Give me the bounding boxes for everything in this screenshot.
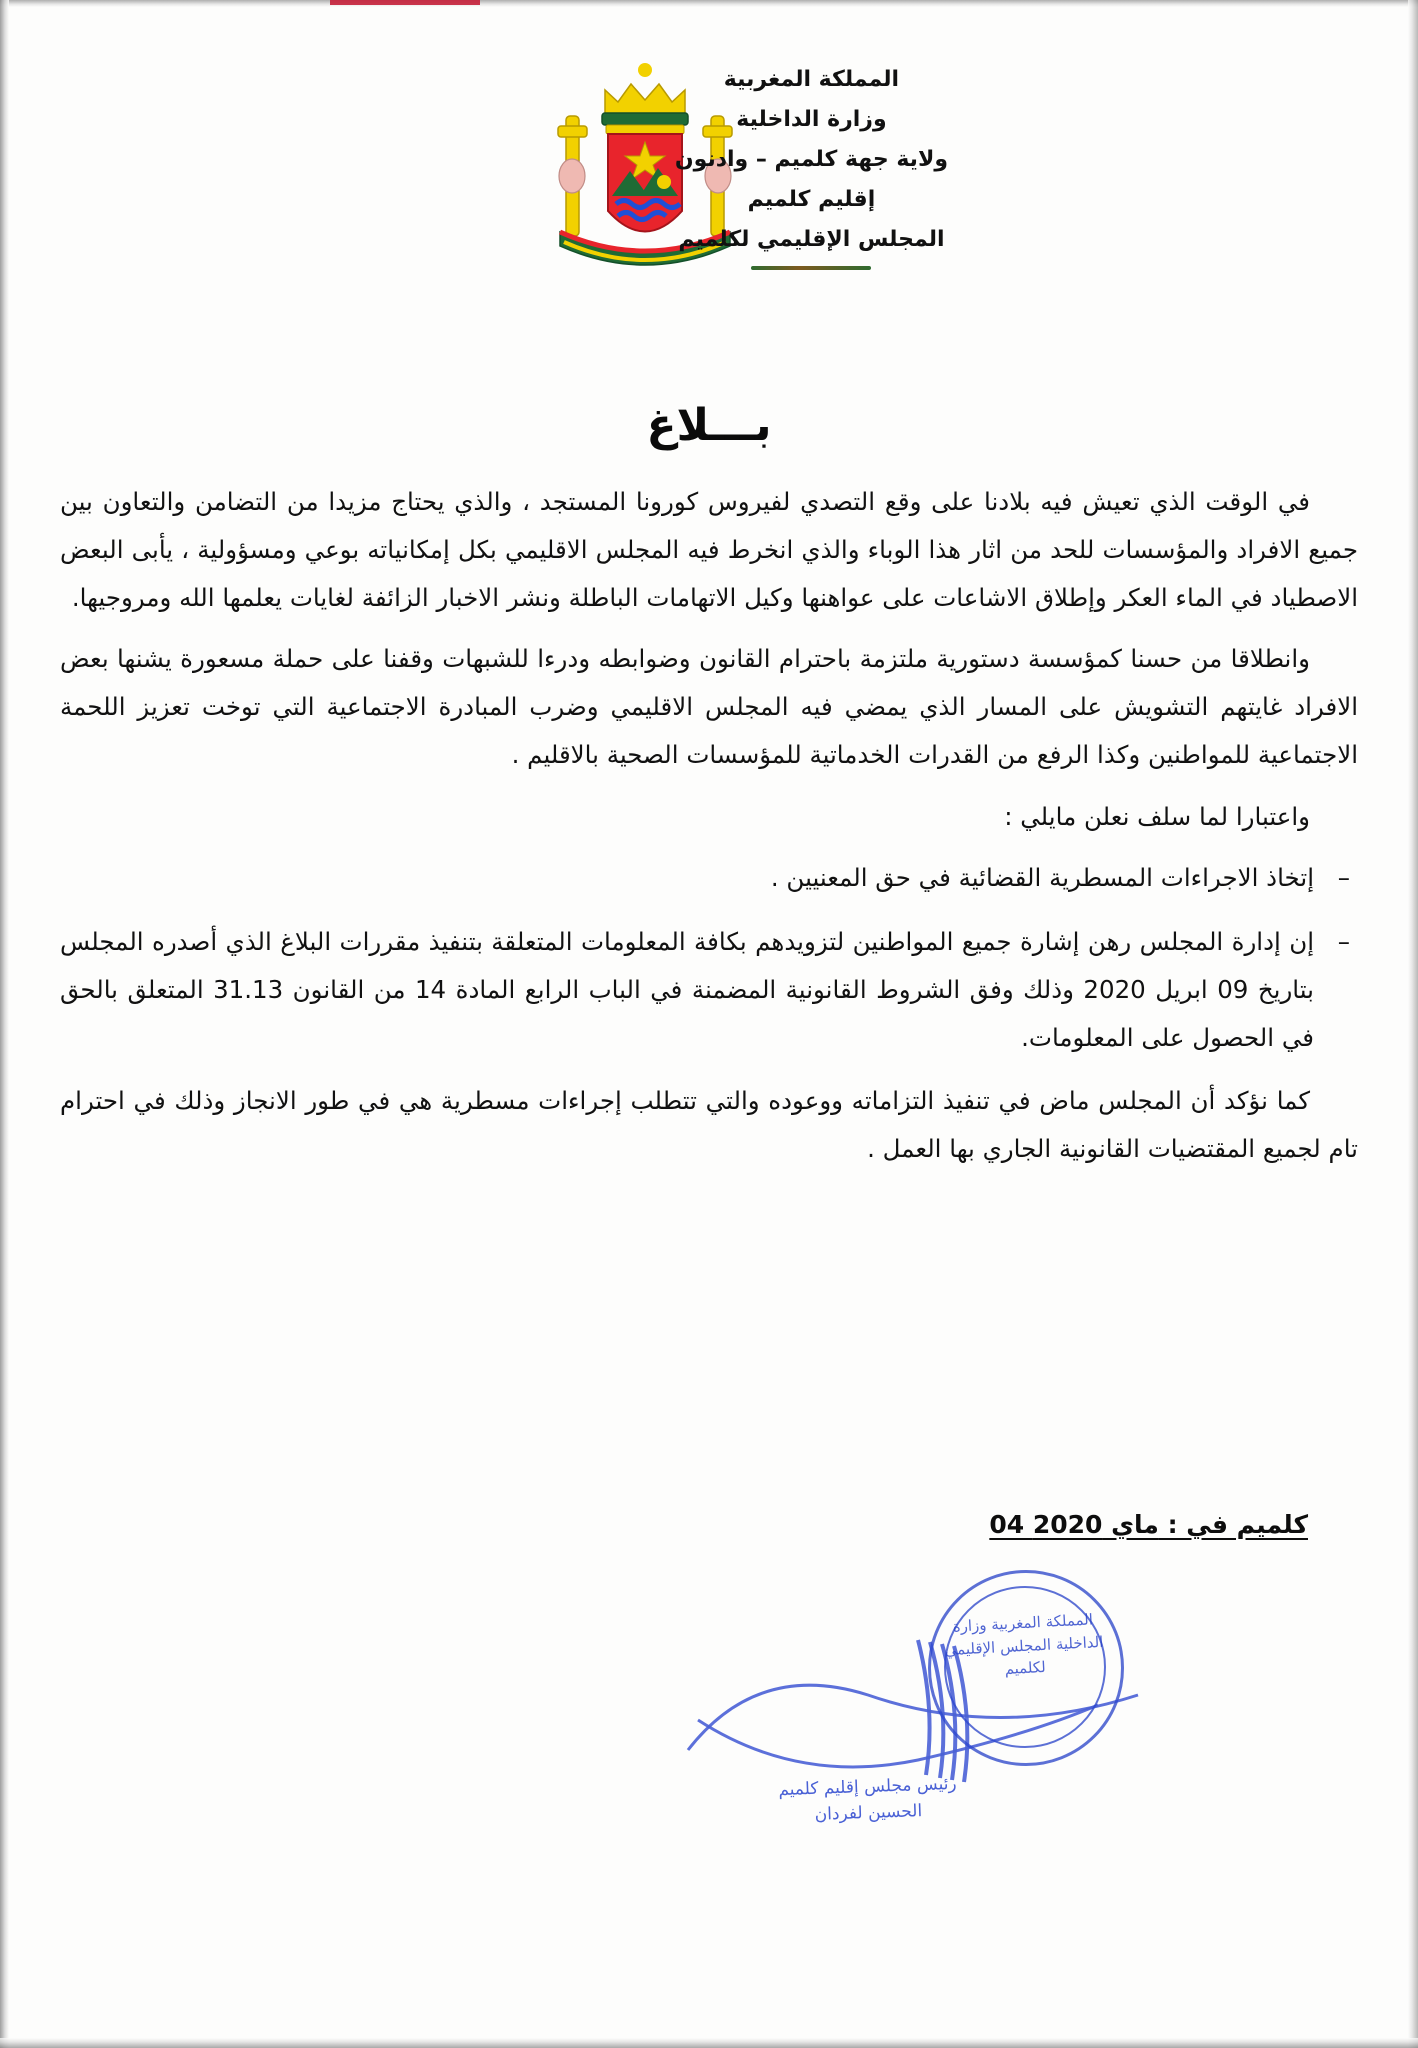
signer-person: الحسين لفردان <box>814 1800 923 1825</box>
scan-edge-left <box>0 0 9 2048</box>
place-and-date <box>989 1510 1308 1539</box>
announcement-list <box>60 854 1358 1061</box>
red-edge-mark <box>330 0 480 5</box>
dash-bullet-icon: – <box>1337 927 1350 957</box>
paragraph-2: وانطلاقا من حسنا كمؤسسة دستورية ملتزمة باحترام القانون وضوابطه ودرءا للشبهات وقفنا على حملة مسعورة يشنها بعض الافراد غايتهم التشويش على المسار الذي يمضي فيه المجلس الاقليمي وضرب المبادرة الاجتماعية التي توخت تعزيز اللحمة الاجتماعية للمواطنين وكذا الرفع من القدرات الخدماتية للمؤسسات الصحية بالاقليم . <box>60 644 1358 769</box>
official-stamp-text: المملكة المغربية وزارة الداخلية المجلس الإقليمي لكلميم <box>944 1610 1104 1679</box>
scan-edge-top <box>0 0 1418 7</box>
list-item-text: إن إدارة المجلس رهن إشارة جميع المواطنين لتزويدهم بكافة المعلومات المتعلقة بتنفيذ مقررات البلاغ الذي أصدره المجلس بتاريخ 09 ابريل 2020 وذلك وفق الشروط القانونية المضمنة في الباب الرابع المادة 14 من القانون 31.13 المتعلق بالحق في الحصول على المعلومات. <box>60 927 1314 1052</box>
header-line-wilaya: ولاية جهة كلميم – وادنون <box>674 147 948 173</box>
page-title: بـــلاغ <box>646 400 772 451</box>
scan-edge-bottom <box>0 2038 1418 2048</box>
list-item <box>60 918 1358 1061</box>
place-date-prefix: كلميم في : <box>1158 1510 1308 1539</box>
dash-bullet-icon: – <box>1337 863 1350 893</box>
header-line-ministry: وزارة الداخلية <box>736 107 887 133</box>
list-item-text: إتخاذ الاجراءات المسطرية القضائية في حق المعنيين . <box>770 863 1314 893</box>
document-header <box>0 48 1418 288</box>
header-line-kingdom: المملكة المغربية <box>723 67 900 92</box>
ministry-header-text <box>675 60 948 270</box>
list-item <box>60 854 1358 902</box>
scan-edge-right <box>1408 0 1418 2048</box>
header-line-council: المجلس الإقليمي لكلميم <box>678 227 945 253</box>
paragraph-announce-intro: واعتبارا لما سلف نعلن مايلي : <box>1004 801 1310 831</box>
header-divider <box>751 266 871 270</box>
paragraph-1: في الوقت الذي تعيش فيه بلادنا على وقع التصدي لفيروس كورونا المستجد ، والذي يحتاج مزيدا من التضامن والتعاون بين جميع الافراد والمؤسسات للحد من اثار هذا الوباء والذي انخرط فيه المجلس الاقليمي بكل إمكانياته بوعي ومسؤولية ، يأبى البعض الاصطياد في الماء العكر وإطلاق الاشاعات على عواهنها وكيل الاتهامات الباطلة ونشر الاخبار الزائفة لغايات يعلمها الله ومروجيها. <box>60 487 1358 612</box>
signer-title: رئيس مجلس إقليم كلميم <box>778 1773 957 1801</box>
place-date-value: 04 ماي 2020 <box>989 1510 1159 1539</box>
document-body <box>60 478 1358 1187</box>
paragraph-closing: كما نؤكد أن المجلس ماض في تنفيذ التزاماته ووعوده والتي تتطلب إجراءات مسطرية هي في طور الانجاز وذلك في احترام تام لجميع المقتضيات القانونية الجاري بها العمل . <box>60 1086 1358 1164</box>
signer-name-text <box>727 1770 1009 1831</box>
signature-and-stamp <box>668 1560 1268 1930</box>
header-line-province: إقليم كلميم <box>747 187 876 213</box>
